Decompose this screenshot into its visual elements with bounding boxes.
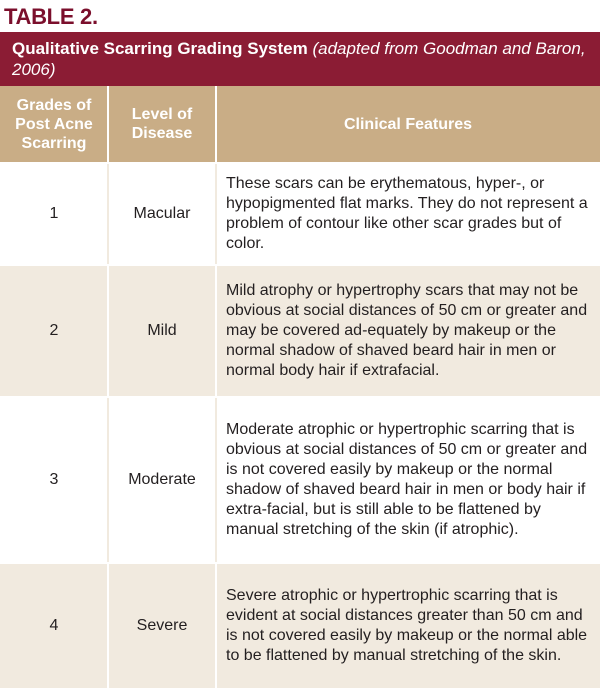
table-row	[0, 162, 600, 264]
level-cell: Mild	[147, 322, 177, 339]
features-cell: These scars can be erythematous, hyper-, or hypopigmented flat marks. They do not represent a problem of contour like other scar grades but of color.	[226, 175, 588, 252]
header-level: Level of Disease	[131, 106, 193, 142]
table-caption	[0, 32, 600, 86]
features-cell: Mild atrophy or hypertrophy scars that may not be obvious at social distances of 50 cm or greater and may be covered ad-equately by makeup or the normal shadow of shaved beard hair in men or normal body hair if extrafacial.	[226, 282, 588, 379]
grade-cell: 2	[49, 322, 59, 339]
features-cell: Moderate atrophic or hypertrophic scarring that is obvious at social distances of 50 cm or greater and is not covered easily by makeup or the normal shadow of shaved beard hair in men or body hair if extra-facial, but is still able to be flattened by manual stretching of the skin (if atrophic).	[226, 421, 588, 538]
grade-cell: 1	[49, 205, 59, 222]
grade-cell: 4	[49, 617, 59, 634]
header-features: Clinical Features	[343, 115, 473, 133]
table-row	[0, 562, 600, 688]
table-header	[0, 86, 600, 162]
caption-source: (adapted from Goodman and Baron, 2006)	[12, 39, 586, 79]
header-grade: Grades of Post Acne Scarring	[15, 96, 93, 152]
grade-cell: 3	[49, 471, 59, 488]
table-body	[0, 162, 600, 688]
table-row	[0, 264, 600, 396]
level-cell: Macular	[133, 205, 191, 222]
table-label: TABLE 2.	[4, 4, 98, 29]
level-cell: Severe	[136, 617, 188, 634]
caption-title: Qualitative Scarring Grading System	[12, 39, 308, 58]
table-row	[0, 396, 600, 562]
level-cell: Moderate	[128, 471, 196, 488]
features-cell: Severe atrophic or hypertrophic scarring that is evident at social distances greater than 50 cm and is not covered easily by makeup or the normal able to be flattened by manual stretching of the skin.	[226, 587, 588, 664]
